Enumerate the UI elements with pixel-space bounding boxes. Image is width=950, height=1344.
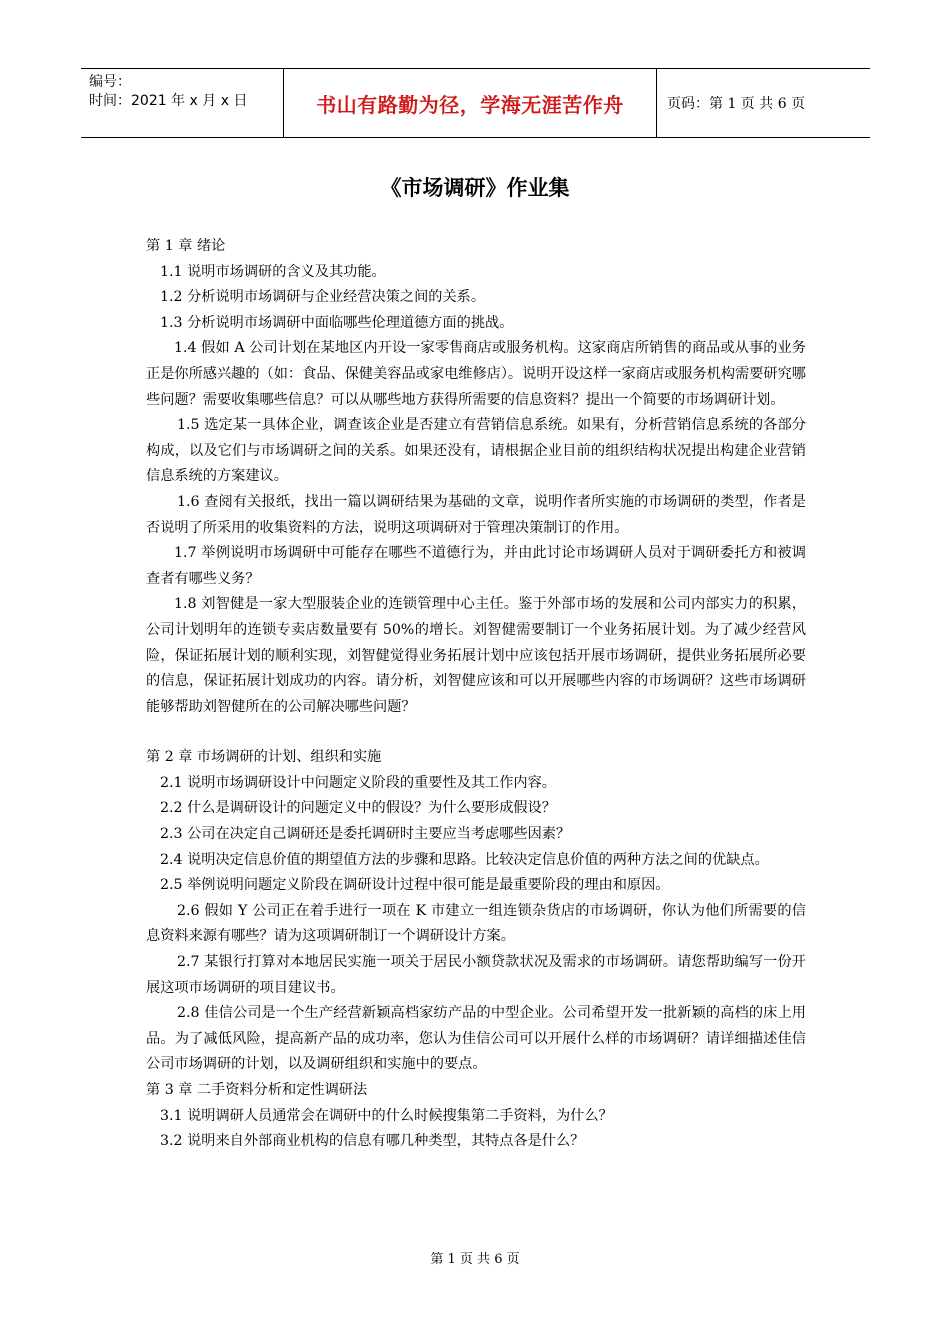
question-2-4: 2.4 说明决定信息价值的期望值方法的步骤和思路。比较决定信息价值的两种方法之间的优缺点。 bbox=[160, 851, 769, 868]
time-label: 时间：2021 年 x 月 x 日 bbox=[89, 93, 248, 109]
question-1-4: 1.4 假如 A 公司计划在某地区内开设一家零售商店或服务机构。这家商店所销售的商品或从事的业务正是你所感兴趣的（如：食品、保健美容品或家电维修店）。说明开设这样一家商店或服务机构需要研究哪些问题？需要收集哪些信息？可以从哪些地方获得所需要的信息资料？提出一个简要的市场调研计划。 bbox=[146, 340, 806, 408]
question-2-7: 2.7 某银行打算对本地居民实施一项关于居民小额贷款状况及需求的市场调研。请您帮助编写一份开展这项市场调研的项目建议书。 bbox=[146, 954, 806, 996]
question-2-3: 2.3 公司在决定自己调研还是委托调研时主要应当考虑哪些因素？ bbox=[160, 826, 571, 843]
document-body bbox=[146, 234, 806, 1155]
question-2-6: 2.6 假如 Y 公司正在着手进行一项在 K 市建立一组连锁杂货店的市场调研，你认为他们所需要的信息资料来源有哪些？请为这项调研制订一个调研设计方案。 bbox=[146, 902, 806, 945]
question-1-3: 1.3 分析说明市场调研中面临哪些伦理道德方面的挑战。 bbox=[160, 314, 514, 331]
question-1-1: 1.1 说明市场调研的含义及其功能。 bbox=[160, 263, 386, 280]
chapter-gap bbox=[146, 720, 806, 745]
question-2-8: 2.8 佳信公司是一个生产经营新颖高档家纺产品的中型企业。公司希望开发一批新颖的高档的床上用品。为了减低风险，提高新产品的成功率，您认为佳信公司可以开展什么样的市场调研？请详细描述佳信公司市场调研的计划，以及调研组织和实施中的要点。 bbox=[146, 1005, 806, 1073]
question-2-5: 2.5 举例说明问题定义阶段在调研设计过程中很可能是最重要阶段的理由和原因。 bbox=[160, 877, 670, 894]
header-meta bbox=[81, 69, 283, 137]
question-1-5: 1.5 选定某一具体企业，调查该企业是否建立有营销信息系统。如果有，分析营销信息系统的各部分构成，以及它们与市场调研之间的关系。如果还没有，请根据企业目前的组织结构状况提出构建企业营销信息系统的方案建议。 bbox=[146, 417, 806, 485]
question-3-2: 3.2 说明来自外部商业机构的信息有哪几种类型，其特点各是什么？ bbox=[160, 1133, 585, 1150]
chapter-2-heading: 第 2 章 市场调研的计划、组织和实施 bbox=[146, 749, 382, 766]
question-2-2: 2.2 什么是调研设计的问题定义中的假设？为什么要形成假设？ bbox=[160, 800, 556, 817]
question-1-8: 1.8 刘智健是一家大型服装企业的连锁管理中心主任。鉴于外部市场的发展和公司内部实力的积累，公司计划明年的连锁专卖店数量要有 50%的增长。刘智健需要制订一个业务拓展计划。为了减少经营风险，保证拓展计划的顺利实现，刘智健觉得业务拓展计划中应该包括开展市场调研，提供业务拓展所必要的信息，保证拓展计划成功的内容。请分析，刘智健应该和可以开展哪些内容的市场调研？这些市场调研能够帮助刘智健所在的公司解决哪些问题？ bbox=[146, 596, 806, 715]
question-2-1: 2.1 说明市场调研设计中问题定义阶段的重要性及其工作内容。 bbox=[160, 774, 556, 791]
header-page-label: 页码：第 1 页 共 6 页 bbox=[667, 96, 806, 112]
chapter-1-heading: 第 1 章 绪论 bbox=[146, 238, 226, 254]
code-label: 编号： bbox=[89, 74, 131, 90]
page-footer: 第 1 页 共 6 页 bbox=[430, 1252, 520, 1267]
header-table bbox=[81, 68, 870, 138]
header-motto: 书山有路勤为径，学海无涯苦作舟 bbox=[283, 69, 657, 137]
question-1-7: 1.7 举例说明市场调研中可能存在哪些不道德行为，并由此讨论市场调研人员对于调研委托方和被调查者有哪些义务？ bbox=[146, 545, 806, 587]
question-1-2: 1.2 分析说明市场调研与企业经营决策之间的关系。 bbox=[160, 289, 486, 306]
chapter-3-heading: 第 3 章 二手资料分析和定性调研法 bbox=[146, 1082, 368, 1098]
question-1-6: 1.6 查阅有关报纸，找出一篇以调研结果为基础的文章，说明作者所实施的市场调研的类型，作者是否说明了所采用的收集资料的方法，说明这项调研对于管理决策制订的作用。 bbox=[146, 493, 806, 536]
question-3-1: 3.1 说明调研人员通常会在调研中的什么时候搜集第二手资料，为什么？ bbox=[160, 1107, 613, 1124]
document-title: 《市场调研》作业集 bbox=[380, 176, 570, 200]
